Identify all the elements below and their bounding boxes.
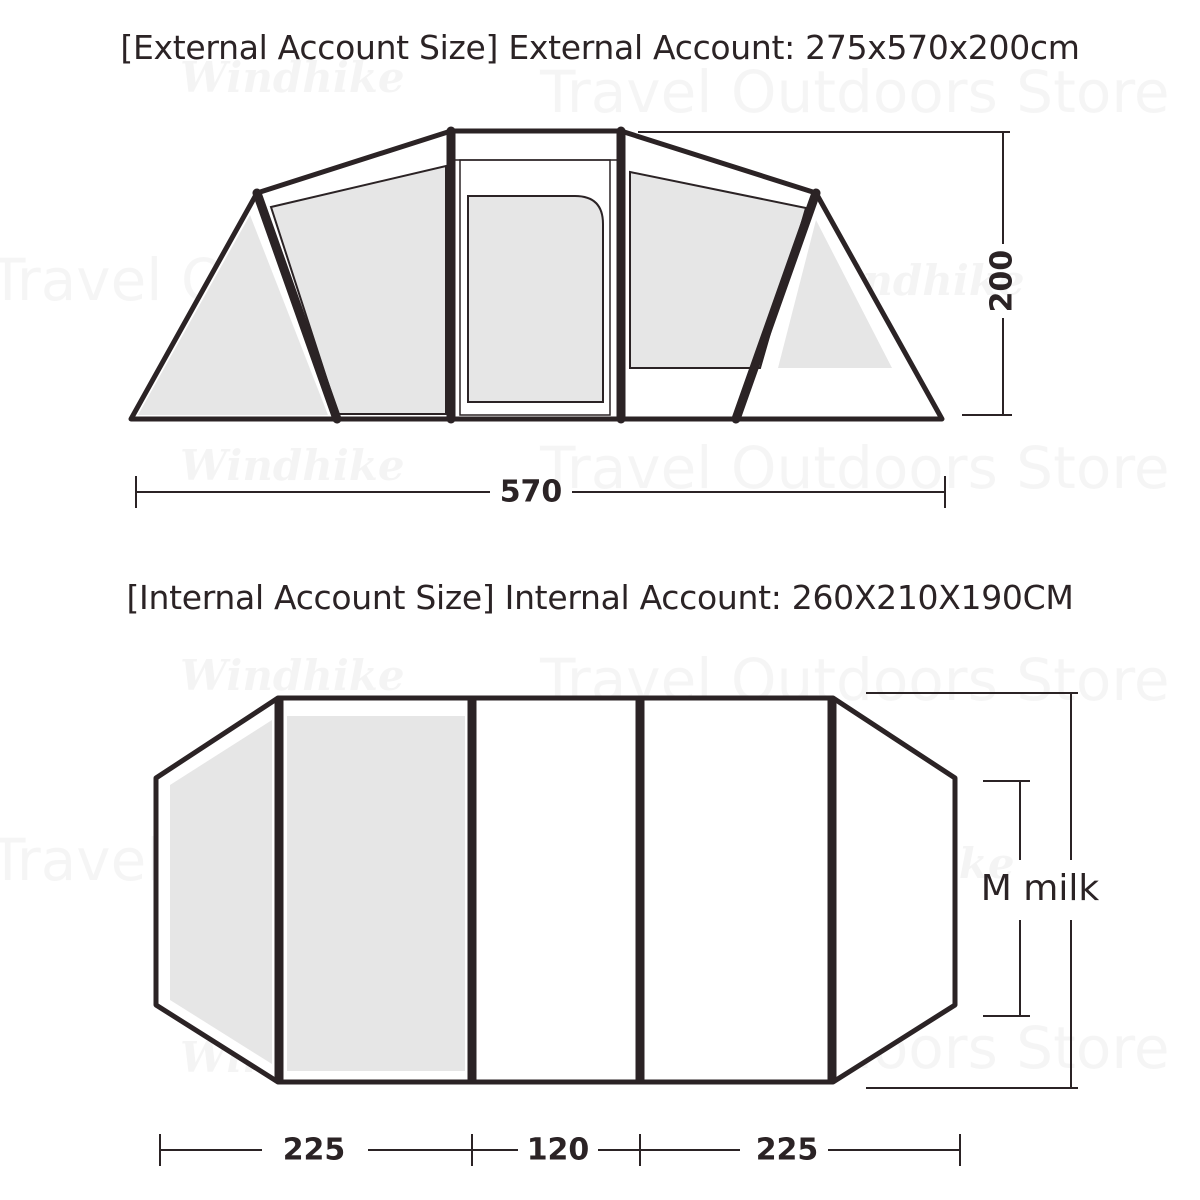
- tent-floor-plan: [156, 698, 955, 1082]
- tent-side-view: [131, 131, 942, 419]
- external-size-heading: [External Account Size] External Account: 275x570x200cm: [120, 28, 1080, 67]
- height-label: 200: [984, 249, 1020, 313]
- width-label: M milk: [980, 868, 1100, 909]
- segment-dimensions: [160, 1133, 960, 1168]
- segment-label-center: 120: [526, 1132, 590, 1168]
- length-label: 570: [499, 474, 563, 510]
- segment-label-left: 225: [282, 1132, 346, 1168]
- door-panel: [468, 196, 603, 402]
- left-bedroom-floor: [287, 716, 465, 1071]
- segment-label-right: 225: [755, 1132, 819, 1168]
- length-dimension: [136, 475, 945, 510]
- internal-size-heading: [Internal Account Size] Internal Account: 260X210X190CM: [126, 578, 1074, 617]
